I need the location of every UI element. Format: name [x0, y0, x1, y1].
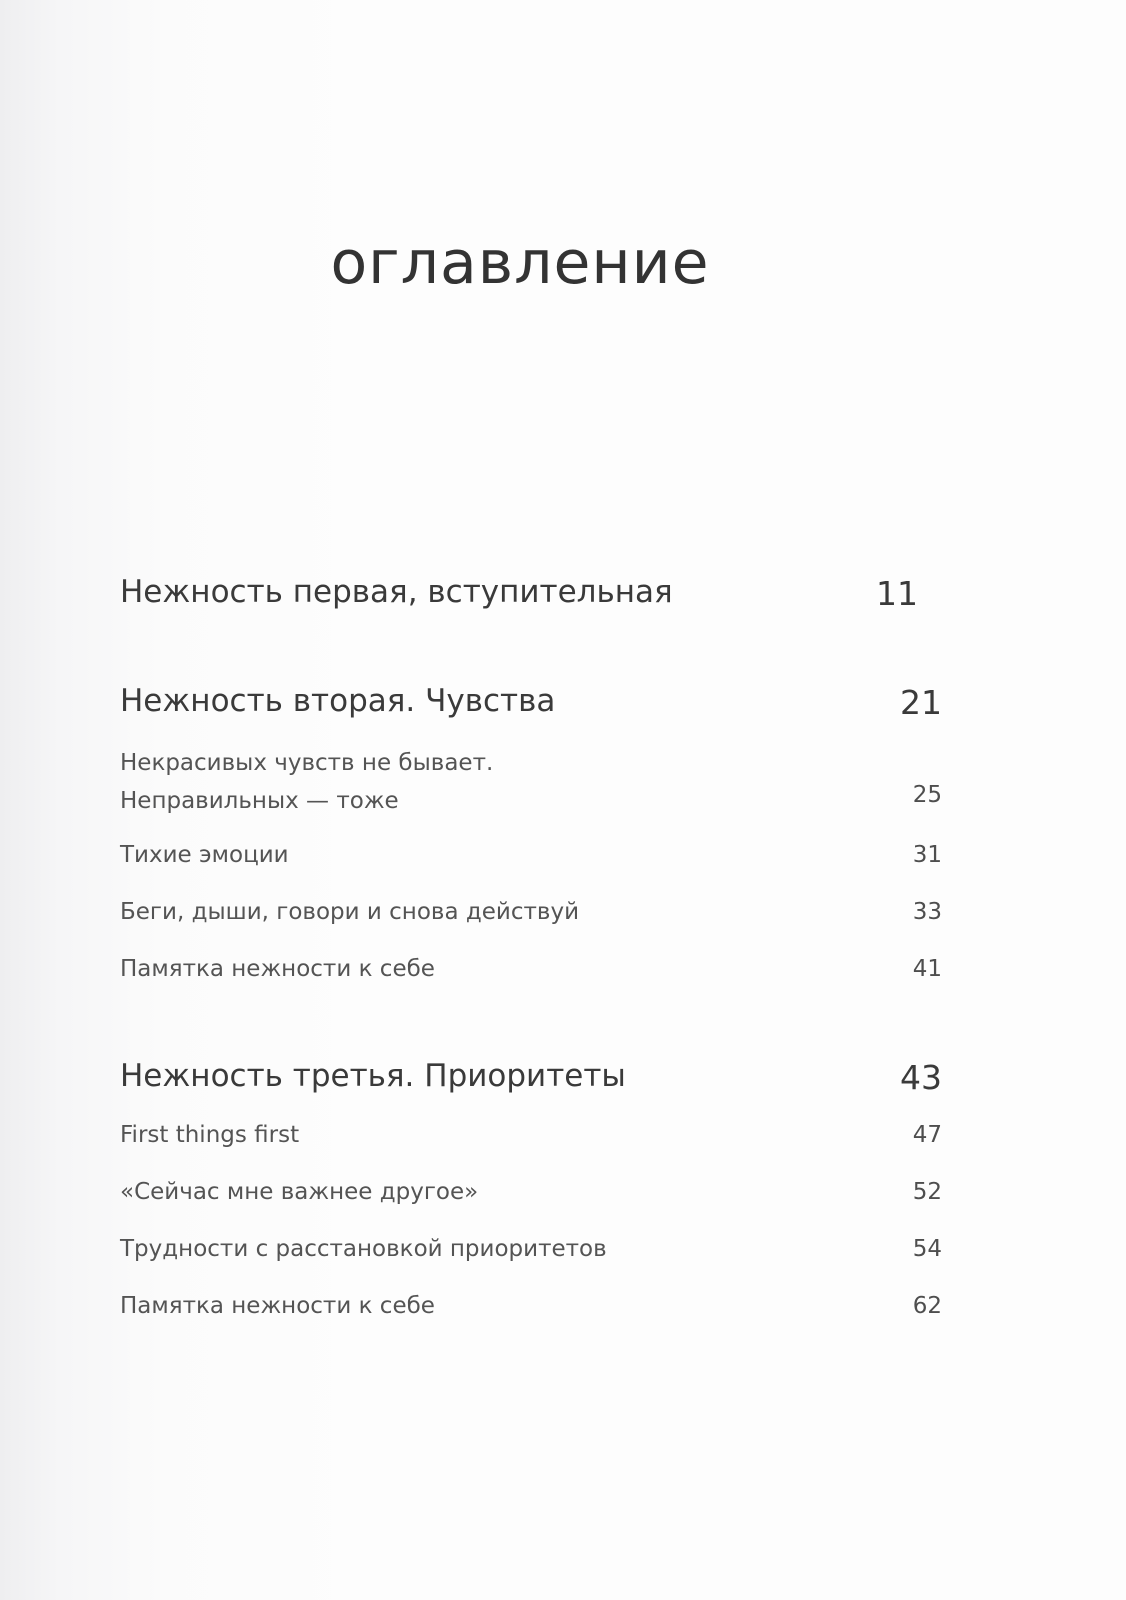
toc-section-title: Беги, дыши, говори и снова действуй: [120, 899, 580, 925]
toc-page-number: 52: [912, 1179, 942, 1205]
toc-page-number: 11: [876, 574, 918, 613]
toc-section-title: Трудности с расстановкой приоритетов: [120, 1236, 607, 1262]
toc-section-title: Памятка нежности к себе: [120, 1293, 435, 1319]
toc-section-title: First things first: [120, 1122, 300, 1148]
toc-section-title-line1: Некрасивых чувств не бывает.: [120, 750, 494, 776]
toc-section-title: Тихие эмоции: [120, 842, 289, 868]
page-title: оглавление: [330, 228, 710, 298]
toc-page-number: 62: [912, 1293, 942, 1319]
toc-page-number: 54: [912, 1236, 942, 1262]
toc-part-title: Нежность третья. Приоритеты: [120, 1058, 626, 1094]
toc-section-title: [120, 744, 493, 820]
toc-part-2[interactable]: [120, 683, 942, 723]
toc-section-title: Памятка нежности к себе: [120, 956, 435, 982]
toc-page-number: 41: [912, 956, 942, 982]
toc-page-number: 21: [900, 683, 942, 722]
toc-section[interactable]: [120, 1293, 942, 1325]
toc-section[interactable]: [120, 1179, 942, 1211]
toc-page-number: 47: [912, 1122, 942, 1148]
toc-section[interactable]: [120, 1122, 942, 1154]
toc-section[interactable]: [120, 842, 942, 874]
toc-part-title: Нежность вторая. Чувства: [120, 683, 556, 719]
toc-page-number: 25: [912, 782, 942, 808]
toc-page-number: 43: [900, 1058, 942, 1097]
toc-section[interactable]: [120, 744, 942, 816]
toc-page-number: 31: [912, 842, 942, 868]
toc-section[interactable]: [120, 956, 942, 988]
toc-part-title: Нежность первая, вступительная: [120, 574, 673, 610]
toc-section[interactable]: [120, 899, 942, 931]
toc-part-1[interactable]: [120, 574, 942, 614]
toc-section-title: «Сейчас мне важнее другое»: [120, 1179, 479, 1205]
toc-section-title-line2: Неправильных — тоже: [120, 788, 399, 814]
toc-part-3[interactable]: [120, 1058, 942, 1098]
toc-page-number: 33: [912, 899, 942, 925]
toc-section[interactable]: [120, 1236, 942, 1268]
